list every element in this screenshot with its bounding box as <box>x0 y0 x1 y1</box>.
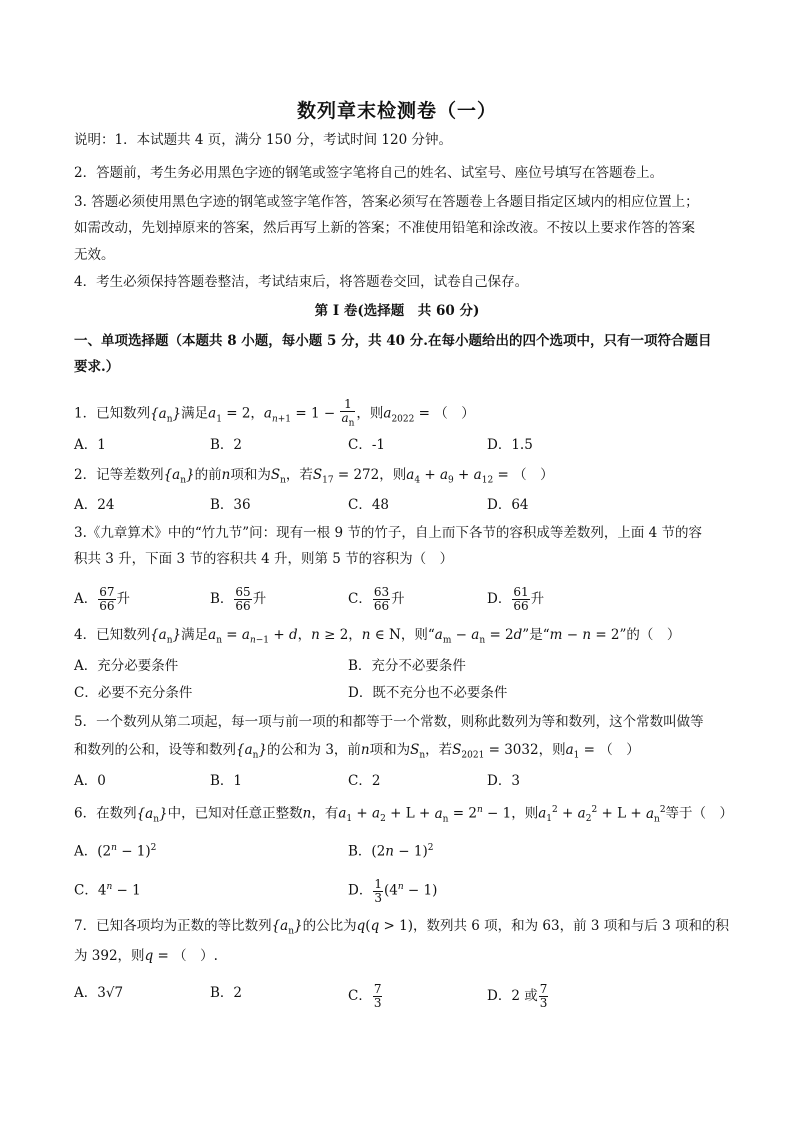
option-d: D． $\frac{61}{66}$ 升 <box>487 585 545 613</box>
option-a: A．$(2^n - 1)^2$ <box>74 843 157 860</box>
option-c: C． $\frac{63}{66}$ 升 <box>348 585 405 613</box>
question-7: 7．已知各项均为正数的等比数列$\{a_n\}$的公比为q(q > 1)，数列共 6 项，和为 63，前 3 项和与后 3 项和的积 <box>74 918 729 937</box>
note-line: 无效。 <box>74 247 115 263</box>
option-b: B．$(2n - 1)^2$ <box>348 843 434 860</box>
option-b: B．充分不必要条件 <box>348 658 466 674</box>
note-line: 3. 答题必须使用黑色字迹的钢笔或签字笔作答，答案必须写在答题卷上各题目指定区域内的相应位置上； <box>74 194 699 210</box>
option-a: A． $\frac{67}{66}$ 升 <box>74 585 131 613</box>
option-a: A．1 <box>74 437 106 453</box>
question-5-cont: 和数列的公和，设等和数列$\{a_n\}$的公和为 3，前n项和为$S_n$，若$S_{2021} = 3032$，则$a_1$ = （ ） <box>74 742 640 761</box>
note-line: 4．考生必须保持答题卷整洁，考试结束后，将答题卷交回，试卷自己保存。 <box>74 274 529 290</box>
note-line: 说明：1．本试题共 4 页，满分 150 分，考试时间 120 分钟。 <box>74 132 452 148</box>
option-c: C．48 <box>348 497 390 513</box>
option-a: A．充分必要条件 <box>74 658 179 674</box>
option-d: D．64 <box>487 497 529 513</box>
option-b: B．36 <box>210 497 251 513</box>
option-d: D．3 <box>487 773 520 789</box>
question-4: 4．已知数列$\{a_n\}$满足$a_n = a_{n-1} + d$，n ≥ 2，n ∈ N，则“$a_m - a_n = 2d$”是“m − n = 2”的（ ） <box>74 627 681 646</box>
option-b: B．2 <box>210 437 243 453</box>
section-title: 第 I 卷(选择题 共 60 分) <box>314 303 480 319</box>
option-c: C．-1 <box>348 437 385 453</box>
question-3: 3.《九章算术》中的“竹九节”问：现有一根 9 节的竹子，自上而下各节的容积成等差数列，上面 4 节的容 <box>74 525 703 541</box>
question-7-cont: 为 392，则q = （ ）. <box>74 948 218 964</box>
option-d: D．2 或 $\frac{7}{3}$ <box>487 982 548 1010</box>
option-c: C． $\frac{7}{3}$ <box>348 982 382 1010</box>
part-heading: 一、单项选择题（本题共 8 小题，每小题 5 分，共 40 分.在每小题给出的四个选项中，只有一项符合题目 <box>74 333 712 349</box>
question-1: 1．已知数列$\{a_n\}$满足$a_1 = 2$，$a_{n+1} = 1$ − $\frac{1}{a_n}$ ，则$a_{2022}$ = （ ） <box>74 397 475 429</box>
option-d: D．既不充分也不必要条件 <box>348 685 508 701</box>
option-b: B．2 <box>210 985 243 1001</box>
question-2: 2．记等差数列$\{a_n\}$的前n项和为$S_n$，若$S_{17} = 272$，则$a_4 + a_9 + a_{12}$ = （ ） <box>74 467 554 486</box>
option-a: A．3√7 <box>74 985 124 1001</box>
question-3-cont: 积共 3 升，下面 3 节的容积共 4 升，则第 5 节的容积为（ ） <box>74 551 454 567</box>
question-5: 5．一个数列从第二项起，每一项与前一项的和都等于一个常数，则称此数列为等和数列，这个常数叫做等 <box>74 714 704 730</box>
option-c: C．2 <box>348 773 381 789</box>
option-d: D．1.5 <box>487 437 533 453</box>
option-a: A．0 <box>74 773 106 789</box>
option-c: C．$4^n - 1$ <box>74 882 141 899</box>
question-6: 6．在数列$\{a_n\}$中，已知对任意正整数n，有$a_1 + a_2 + L + a_n = 2^n - 1$，则$a_1^2 + a_2^2 + L + a_n^2$等于（ ） <box>74 805 734 825</box>
option-b: B．1 <box>210 773 243 789</box>
part-heading: 要求.） <box>74 359 120 375</box>
page-title: 数列章末检测卷（一） <box>296 100 497 122</box>
option-b: B． $\frac{65}{66}$ 升 <box>210 585 267 613</box>
note-line: 2．答题前，考生务必用黑色字迹的钢笔或签字笔将自己的姓名、试室号、座位号填写在答题卷上。 <box>74 165 664 181</box>
option-d: D． $\frac{1}{3}$ $(4^n - 1)$ <box>348 876 438 905</box>
option-a: A．24 <box>74 497 115 513</box>
option-c: C．必要不充分条件 <box>74 685 193 701</box>
note-line: 如需改动，先划掉原来的答案，然后再写上新的答案；不准使用铅笔和涂改液。不按以上要求作答的答案 <box>74 220 695 236</box>
